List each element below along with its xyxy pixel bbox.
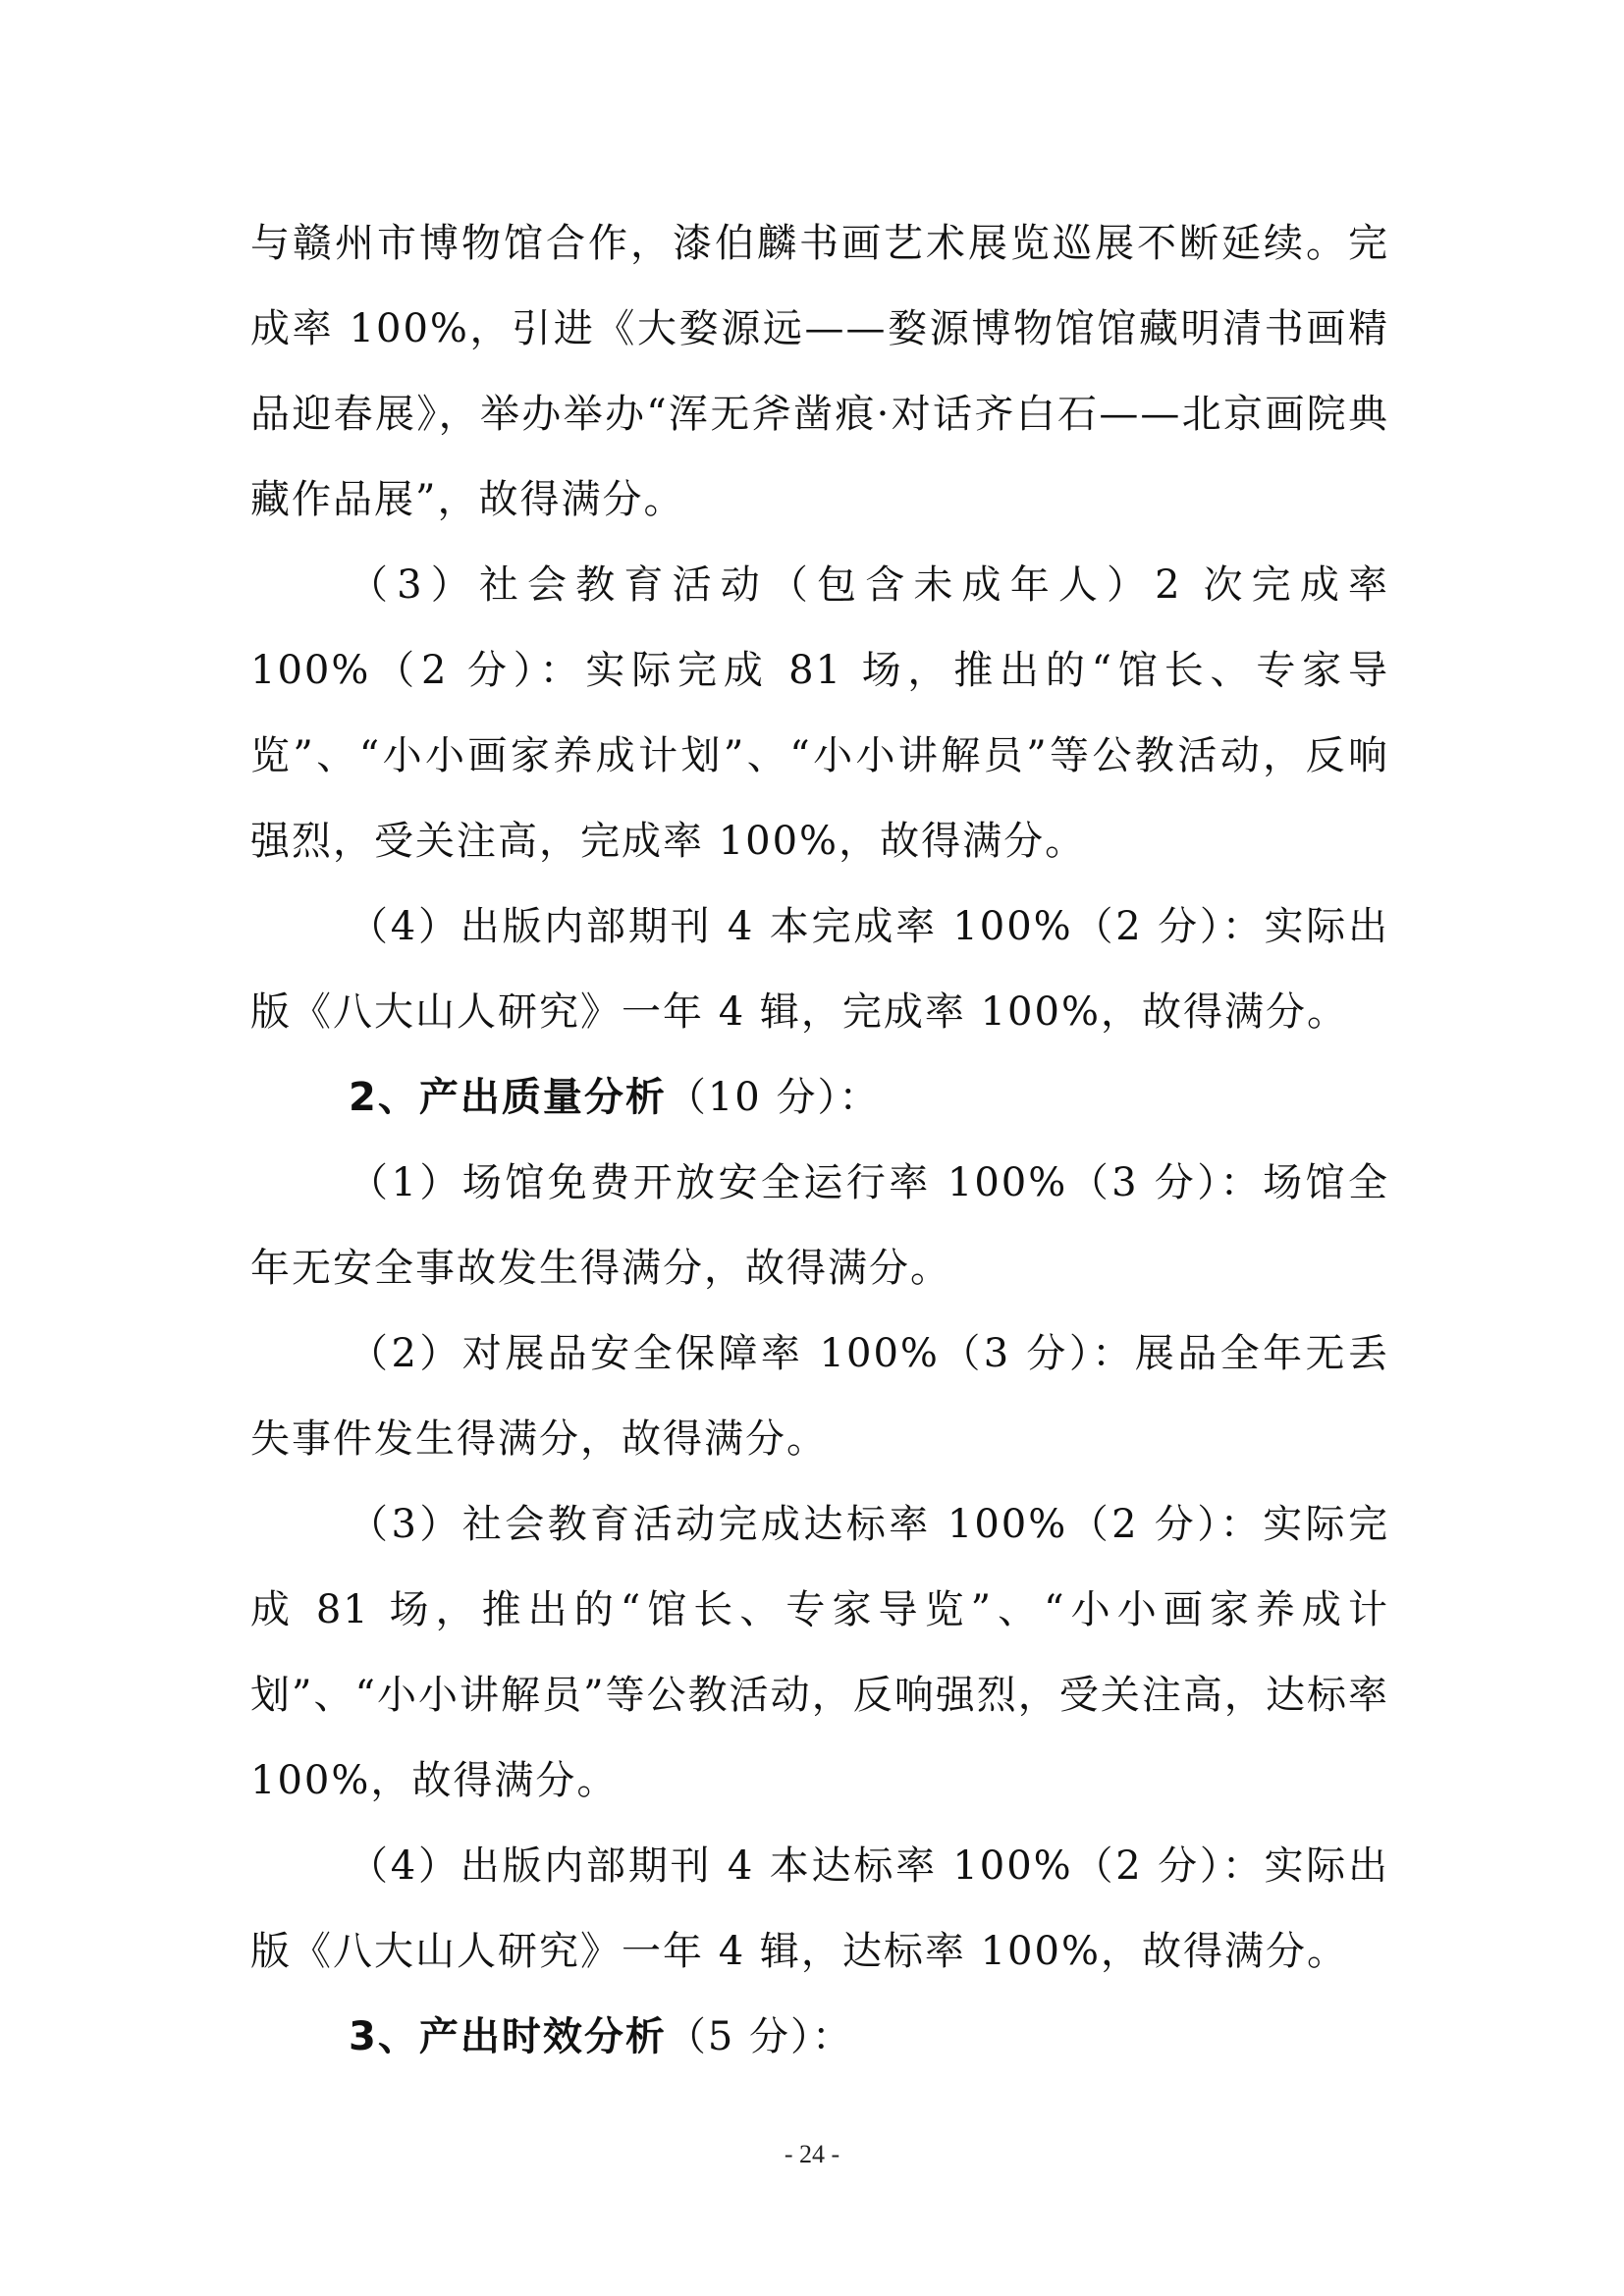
paragraph-venue-safety: （1）场馆免费开放安全运行率 100%（3 分）：场馆全年无安全事故发生得满分，故得满分。 xyxy=(250,1160,1389,1291)
heading-output-timeliness xyxy=(250,1995,1389,2080)
paragraph-journal-publication-count: （4）出版内部期刊 4 本完成率 100%（2 分）：实际出版《八大山人研究》一年 4 辑，完成率 100%，故得满分。 xyxy=(250,904,1389,1035)
heading-output-quality xyxy=(250,1055,1389,1141)
heading-output-quality-score: （10 分）： xyxy=(666,1075,881,1120)
paragraph-journal-publication-quality: （4）出版内部期刊 4 本达标率 100%（2 分）：实际出版《八大山人研究》一年 4 辑，达标率 100%，故得满分。 xyxy=(250,1843,1389,1974)
paragraph-social-education-quality: （3）社会教育活动完成达标率 100%（2 分）：实际完成 81 场，推出的“馆长、专家导览”、“小小画家养成计划”、“小小讲解员”等公教活动，反响强烈，受关注高，达标率 100%，故得满分。 xyxy=(250,1502,1404,1803)
document-body xyxy=(250,201,1404,2080)
paragraph-social-education-count: （3）社会教育活动（包含未成年人）2 次完成率 100%（2 分）：实际完成 81 场，推出的“馆长、专家导览”、“小小画家养成计划”、“小小讲解员”等公教活动，反响强烈，受关注高，完成率 100%，故得满分。 xyxy=(250,562,1404,864)
heading-output-timeliness-score: （5 分）： xyxy=(666,2014,854,2059)
paragraph-exhibit-safety: （2）对展品安全保障率 100%（3 分）：展品全年无丢失事件发生得满分，故得满分。 xyxy=(250,1331,1389,1462)
paragraph-exhibition-completion: 与赣州市博物馆合作，漆伯麟书画艺术展览巡展不断延续。完成率 100%，引进《大婺源远——婺源博物馆馆藏明清书画精品迎春展》，举办举办“浑无斧凿痕·对话齐白石——北京画院典藏作品展”，故得满分。 xyxy=(250,221,1389,522)
heading-output-timeliness-title: 3、产出时效分析 xyxy=(349,2014,667,2059)
heading-output-quality-title: 2、产出质量分析 xyxy=(349,1075,667,1120)
page-number: - 24 - xyxy=(784,2140,840,2168)
